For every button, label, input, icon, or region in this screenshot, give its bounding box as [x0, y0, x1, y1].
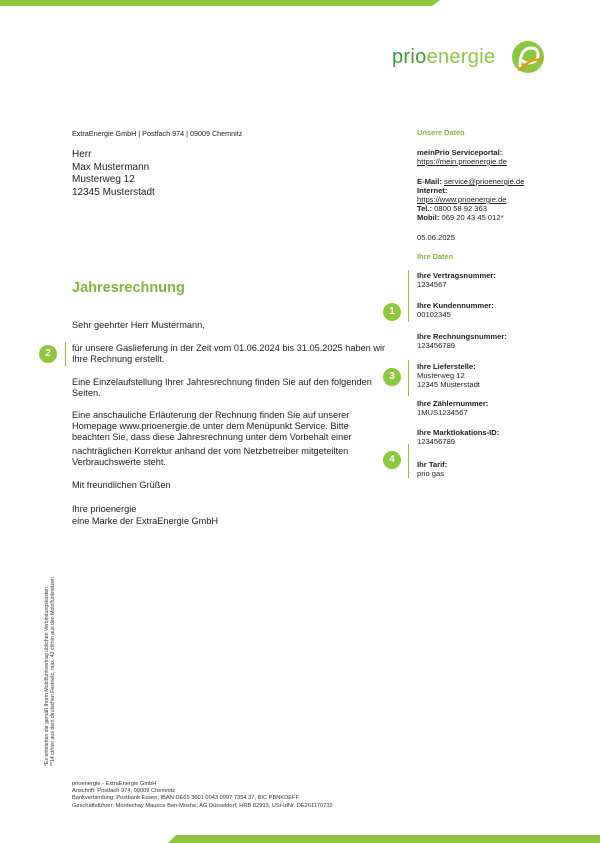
contact-heading: Unsere Daten: [417, 128, 465, 137]
market-location-label: Ihre Marktlokations-ID:: [417, 428, 500, 437]
paragraph-explanation-4: nachträglichen Korrektur anhand der vom Netzbetreiber mitgeteilten: [72, 446, 349, 456]
internet-link[interactable]: https://www.prioenergie.de: [417, 195, 507, 204]
paragraph-details: Eine Einzelaufstellung Ihrer Jahresrechnung finden Sie auf den folgenden Seiten.: [72, 377, 372, 399]
paragraph-explanation-3: beachten Sie, dass diese Jahresrechnung unter dem Vorbehalt einer: [72, 432, 352, 442]
data-heading: Ihre Daten: [417, 252, 454, 261]
logo-text-prio: prio: [392, 46, 427, 68]
mobil-value: 069 20 43 45 012*: [441, 213, 504, 222]
delivery-point-street: Musterweg 12: [417, 371, 465, 380]
customer-number-label: Ihre Kundennummer:: [417, 301, 494, 310]
marker-bar-1: [408, 270, 409, 322]
document-date: 05.06.2025: [417, 233, 456, 242]
top-accent-stripe: [0, 0, 600, 8]
tariff-label: Ihr Tarif:: [417, 460, 448, 469]
email-label: E-Mail:: [417, 177, 442, 186]
email-link[interactable]: service@prioenergie.de: [444, 177, 525, 186]
annotation-badge-1: 1: [383, 303, 401, 321]
tariff-value: prio gas: [417, 469, 445, 478]
delivery-point-city: 12345 Musterstadt: [417, 380, 480, 389]
customer-number-value: 00102345: [417, 310, 451, 319]
side-note-line-1: *Es entstehen die gemäß Ihrem Mobilfunkvertrag üblichen Verbindungskosten.: [44, 585, 50, 766]
invoice-number-label: Ihre Rechnungsnummer:: [417, 332, 507, 341]
footer-address: Anschrift: Postfach 974, 09009 Chemnitz: [72, 788, 176, 795]
portal-link[interactable]: https://mein.prioenergie.de: [417, 157, 507, 166]
footer-management: Geschäftsführer: Mordechay Maurice Ben-Moshe, AG Düsseldorf, HRB 82993, USt-IdNr. DE261170732: [72, 802, 333, 809]
salutation: Sehr geehrter Herr Mustermann,: [72, 320, 205, 330]
marker-bar-3: [408, 360, 409, 396]
bottom-accent-stripe: [0, 835, 600, 843]
signature-line-2: eine Marke der ExtraEnergie GmbH: [72, 516, 219, 526]
contract-number-label: Ihre Vertragsnummer:: [417, 271, 496, 280]
invoice-number-value: 123456789: [417, 341, 456, 350]
mobil-label: Mobil:: [417, 213, 440, 222]
annotation-badge-4: 4: [383, 451, 401, 469]
annotation-badge-2: 2: [39, 345, 57, 363]
recipient-name: Max Mustermann: [72, 161, 150, 173]
annotation-badge-3: 3: [383, 368, 401, 386]
tel-label: Tel.:: [417, 204, 433, 213]
email-row: [417, 177, 524, 186]
marker-bar-2: [65, 342, 66, 366]
paragraph-explanation-2: Homepage www.prioenergie.de unter dem Menüpunkt Service. Bitte: [72, 421, 349, 431]
recipient-city: 12345 Musterstadt: [72, 186, 155, 198]
sender-line: ExtraEnergie GmbH | Postfach 974 | 09009 Chemnitz: [72, 129, 243, 138]
recipient-street: Musterweg 12: [72, 174, 135, 185]
meter-number-value: 1MUS1234567: [417, 408, 468, 417]
recipient-salutation: Herr: [72, 149, 92, 160]
closing: Mit freundlichen Grüßen: [72, 480, 171, 490]
side-note-line-2: **14 ct/min aus dem deutschen Festnetz, max. 42 ct/min aus den Mobilfunknetzen.: [50, 575, 57, 766]
tel-value: 0800 58 92 363: [434, 204, 487, 213]
recipient-address: [72, 149, 155, 199]
meter-number-label: Ihre Zählernummer:: [417, 399, 489, 408]
company-footer: [72, 781, 333, 810]
paragraph-billing-period: für unsere Gaslieferung in der Zeit vom 01.06.2024 bis 31.05.2025 haben wir Ihre Rechnung erstellt.: [72, 343, 386, 365]
document-title: Jahresrechnung: [72, 280, 185, 296]
delivery-point-label: Ihre Lieferstelle:: [417, 362, 476, 371]
mobil-row: [417, 213, 504, 222]
marker-bar-4: [408, 444, 409, 478]
logo-p-icon: [511, 40, 545, 74]
contract-number-value: 1234567: [417, 280, 447, 289]
paragraph-explanation-1: Eine anschauliche Erläuterung der Rechnung finden Sie auf unserer: [72, 410, 350, 420]
footer-bank: Bankverbindung: Postbank Essen, IBAN DE65 3601 0043 0997 7354 37, BIC PBNKDEFF: [72, 795, 300, 802]
logo-text-energie: energie: [426, 46, 496, 68]
signature-line-1: Ihre prioenergie: [72, 504, 137, 514]
market-location-value: 123456789: [417, 437, 456, 446]
internet-label: Internet:: [417, 186, 448, 195]
cost-side-note: [44, 576, 57, 766]
portal-label: meinPrio Serviceportal:: [417, 148, 503, 157]
paragraph-explanation-5: Verbrauchswerte steht.: [72, 457, 166, 467]
tel-row: [417, 204, 487, 213]
footer-company: prioenergie - ExtraEnergie GmbH: [72, 781, 157, 787]
